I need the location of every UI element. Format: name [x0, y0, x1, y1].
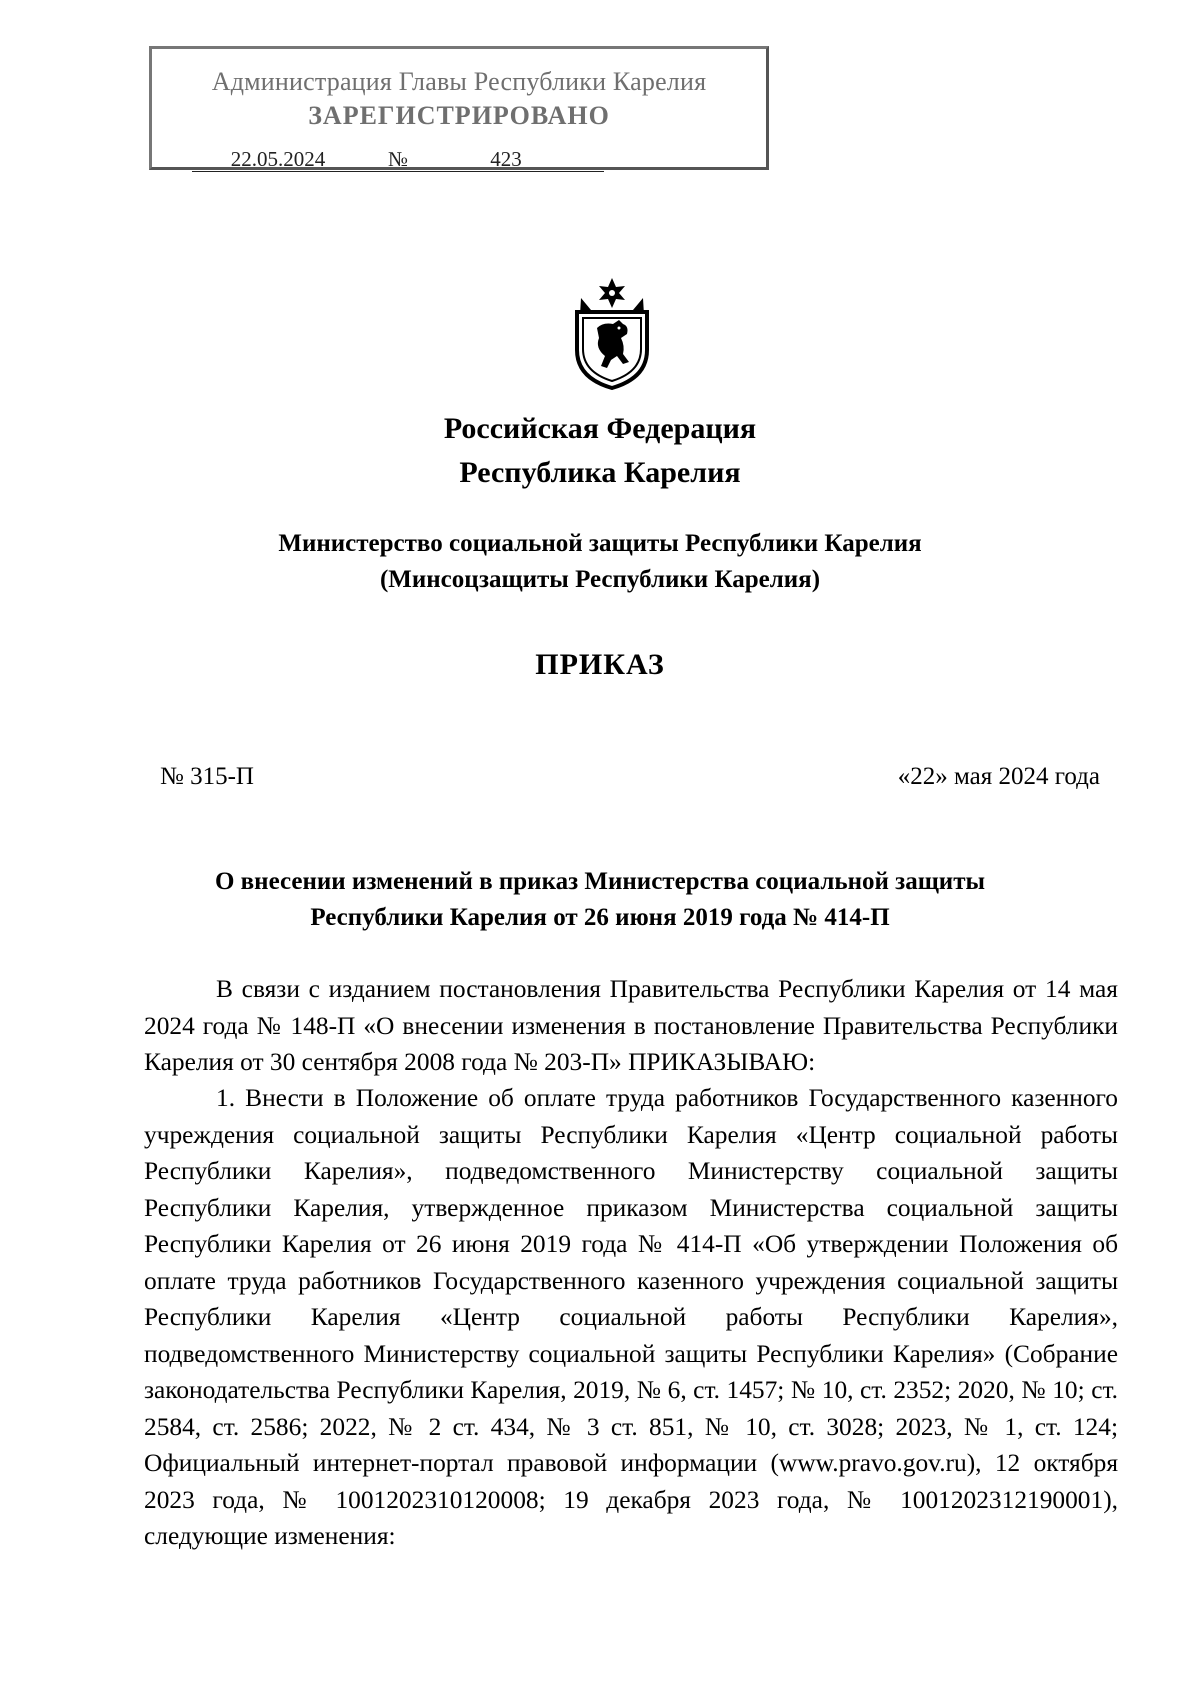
- stamp-number: 423: [408, 147, 604, 172]
- body-paragraph-2-block: [144, 1080, 1118, 1555]
- stamp-organization: Администрация Главы Республики Карелия: [211, 67, 707, 96]
- republic-heading: Республика Карелия: [459, 456, 741, 489]
- country-heading: Российская Федерация: [443, 412, 757, 445]
- stamp-number-label: №: [364, 147, 408, 172]
- order-title-line-2: Республики Карелия от 26 июня 2019 года № 414-П: [310, 904, 890, 931]
- stamp-registration-line: [192, 147, 604, 172]
- stamp-date: 22.05.2024: [192, 147, 364, 172]
- document-type-heading: ПРИКАЗ: [535, 648, 665, 681]
- stamp-status: ЗАРЕГИСТРИРОВАНО: [308, 101, 610, 130]
- ministry-short-heading: (Минсоцзащиты Республики Карелия): [379, 566, 821, 593]
- body-paragraph: 1. Внести в Положение об оплате труда работников Государственного казенного учреждения социальной защиты Республики Карелия «Центр социальной работы Республики Карелия», подведомственного Министерству социальной защиты Республики Карелия, утвержденное приказом Министерства социальной защиты Республики Карелия от 26 июня 2019 года № 414-П «Об утверждении Положения об оплате труда работников Государственного казенного учреждения социальной защиты Республики Карелия «Центр социальной работы Республики Карелия», подведомственного Министерству социальной защиты Республики Карелия» (Собрание законодательства Республики Карелия, 2019, № 6, ст. 1457; № 10, ст. 2352; 2020, № 10; ст. 2584, ст. 2586; 2022, № 2 ст. 434, № 3 ст. 851, № 10, ст. 3028; 2023, № 1, ст. 124; Официальный интернет-портал правовой информации (www.pravo.gov.ru), 12 октября 2023 года, № 1001202310120008; 19 декабря 2023 года, № 1001202312190001), следующие изменения:: [144, 1084, 1118, 1550]
- ministry-heading: Министерство социальной защиты Республики Карелия: [278, 530, 922, 557]
- order-number: № 315-П: [160, 763, 254, 790]
- order-title-line-1: О внесении изменений в приказ Министерства социальной защиты: [214, 868, 986, 895]
- registration-stamp: [149, 46, 769, 170]
- body-paragraph: В связи с изданием постановления Правительства Республики Карелия от 14 мая 2024 года № 148-П «О внесении изменения в постановление Правительства Республики Карелия от 30 сентября 2008 года № 203-П» ПРИКАЗЫВАЮ:: [144, 975, 1118, 1076]
- karelia-coat-of-arms-icon: [567, 276, 657, 390]
- body-paragraph-1-block: [144, 971, 1118, 1081]
- order-date: «22» мая 2024 года: [897, 763, 1100, 790]
